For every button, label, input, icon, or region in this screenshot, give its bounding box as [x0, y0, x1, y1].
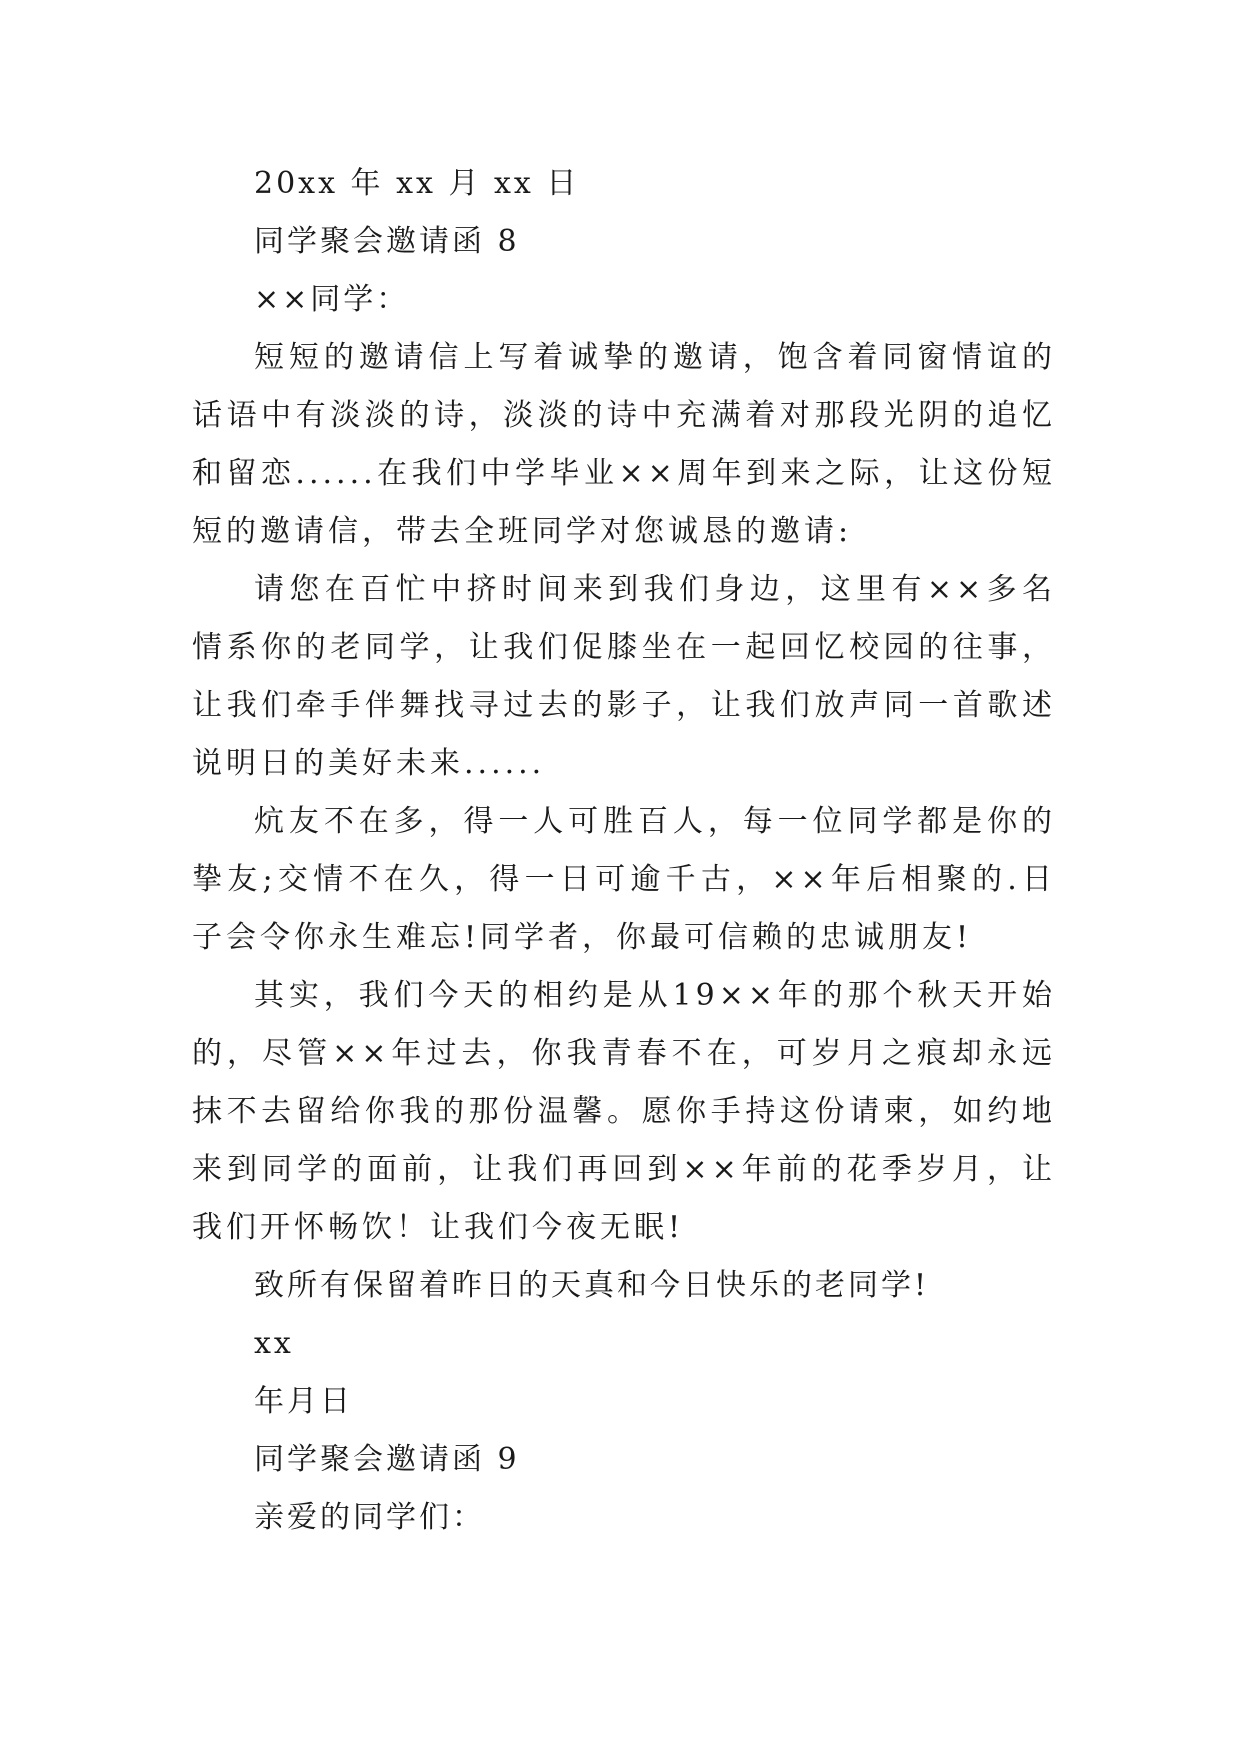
invitation-title-8: 同学聚会邀请函 8	[254, 224, 520, 259]
document-body	[192, 155, 1056, 1547]
paragraph-1: 短短的邀请信上写着诚挚的邀请，饱含着同窗情谊的话语中有淡淡的诗，淡淡的诗中充满着对那段光阴的追忆和留恋......在我们中学毕业××周年到来之际，让这份短短的邀请信，带去全班同学对您诚恳的邀请:	[192, 340, 1056, 549]
date-line: 20xx 年 xx 月 xx 日	[254, 166, 580, 201]
signature: xx	[254, 1326, 294, 1361]
invitation-title-9: 同学聚会邀请函 9	[254, 1442, 520, 1477]
salutation-8: ××同学：	[254, 282, 410, 317]
paragraph-4: 其实，我们今天的相约是从19××年的那个秋天开始的，尽管××年过去，你我青春不在，可岁月之痕却永远抹不去留给你我的那份温馨。愿你手持这份请柬，如约地来到同学的面前，让我们再回到××年前的花季岁月，让我们开怀畅饮！让我们今夜无眠!	[192, 978, 1056, 1245]
salutation-9: 亲爱的同学们：	[254, 1500, 485, 1535]
closing-line: 致所有保留着昨日的天真和今日快乐的老同学!	[254, 1268, 930, 1303]
sign-date: 年月日	[254, 1384, 353, 1419]
paragraph-3: 炕友不在多，得一人可胜百人，每一位同学都是你的挚友;交情不在久，得一日可逾千古，××年后相聚的.日子会令你永生难忘!同学者，你最可信赖的忠诚朋友!	[192, 804, 1056, 955]
paragraph-2: 请您在百忙中挤时间来到我们身边，这里有××多名情系你的老同学，让我们促膝坐在一起回忆校园的往事，让我们牵手伴舞找寻过去的影子，让我们放声同一首歌述说明日的美好未来......	[192, 572, 1056, 781]
